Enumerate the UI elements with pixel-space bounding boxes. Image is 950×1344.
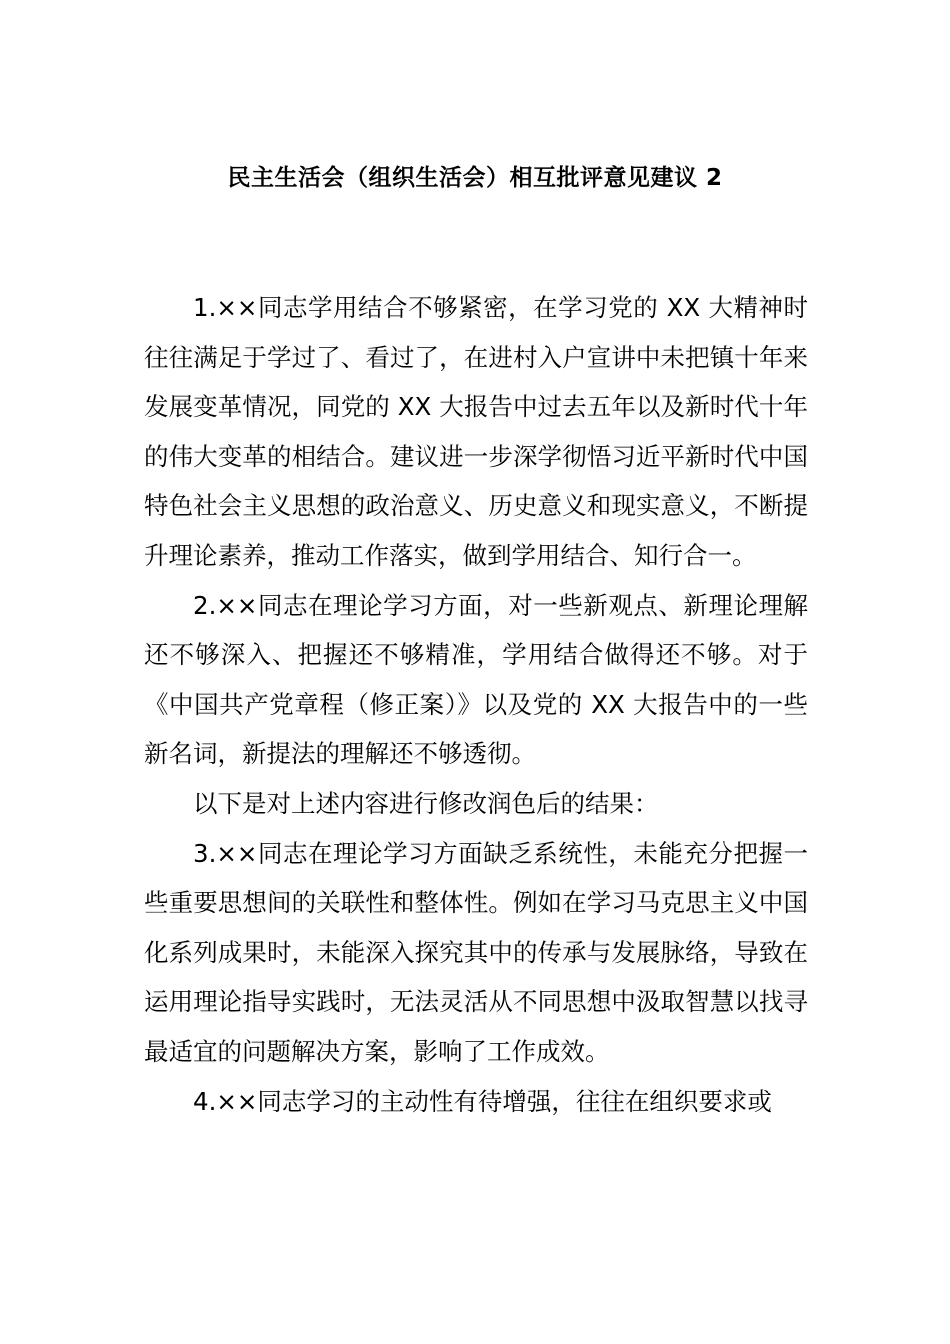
paragraph-2: 2.××同志在理论学习方面，对一些新观点、新理论理解还不够深入、把握还不够精准，学用结合做得还不够。对于《中国共产党章程（修正案）》以及党的 XX 大报告中的一些新名词，新提法的理解还不够透彻。 [144, 590, 808, 769]
paragraph-5: 4.××同志学习的主动性有待增强，往往在组织要求或 [193, 1086, 772, 1116]
paragraph-1: 1.××同志学用结合不够紧密，在学习党的 XX 大精神时往往满足于学过了、看过了，在进村入户宣讲中未把镇十年来发展变革情况，同党的 XX 大报告中过去五年以及新时代十年的伟大变革的相结合。建议进一步深学彻悟习近平新时代中国特色社会主义思想的政治意义、历史意义和现实意义，不断提升理论素养，推动工作落实，做到学用结合、知行合一。 [144, 293, 808, 570]
paragraph-4: 3.××同志在理论学习方面缺乏系统性，未能充分把握一些重要思想间的关联性和整体性。例如在学习马克思主义中国化系列成果时，未能深入探究其中的传承与发展脉络，导致在运用理论指导实践时，无法灵活从不同思想中汲取智慧以找寻最适宜的问题解决方案，影响了工作成效。 [144, 838, 808, 1066]
paragraph-3: 以下是对上述内容进行修改润色后的结果： [193, 788, 659, 818]
page-title: 民主生活会（组织生活会）相互批评意见建议 2 [227, 165, 723, 191]
document-body [144, 283, 808, 1126]
